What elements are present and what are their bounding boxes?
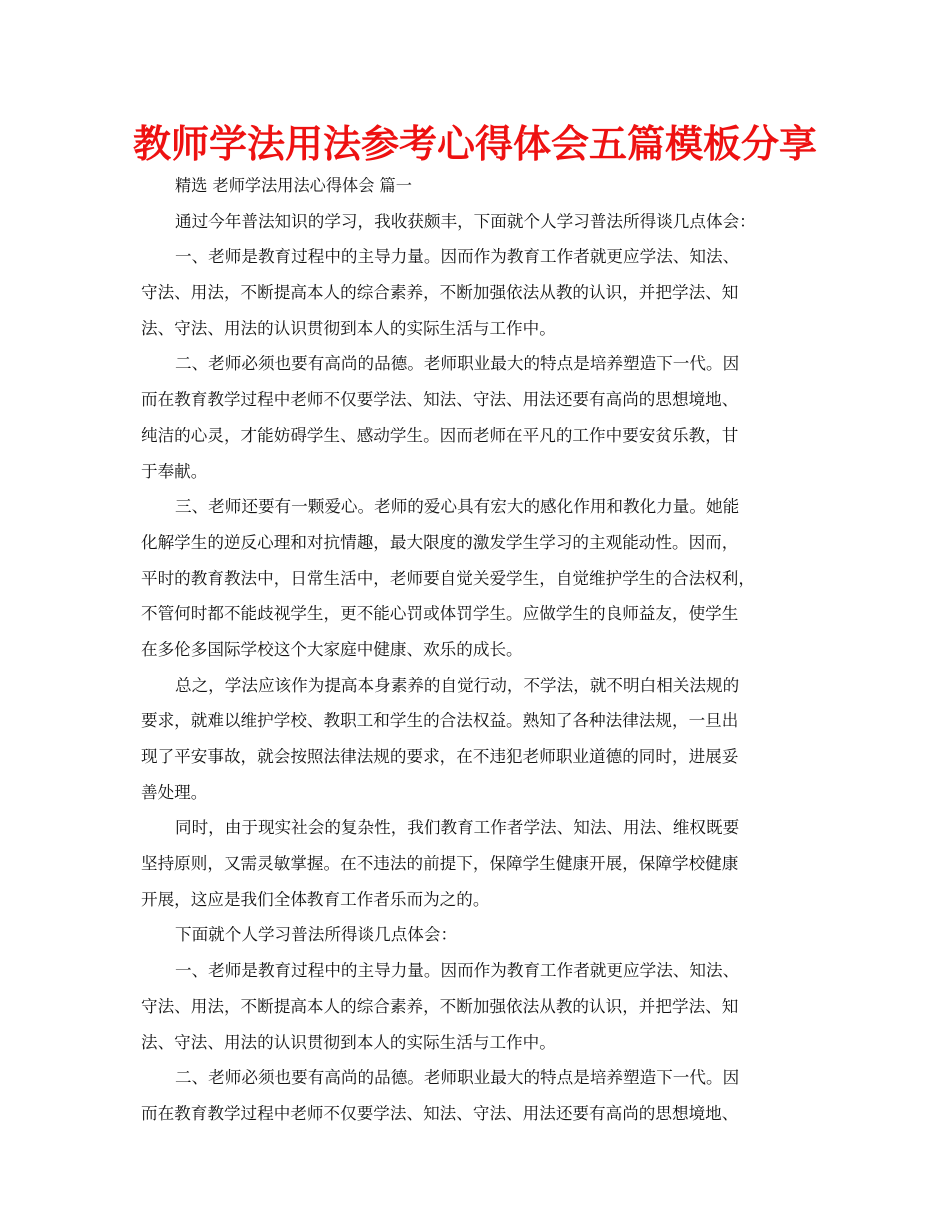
paragraph-line: 下面就个人学习普法所得谈几点体会： (175, 925, 458, 945)
paragraph-line: 守法、用法，不断提高本人的综合素养，不断加强依法从教的认识，并把学法、知 (141, 996, 739, 1016)
paragraph-line: 二、老师必须也要有高尚的品德。老师职业最大的特点是培养塑造下一代。因 (175, 354, 740, 374)
paragraph-line: 同时，由于现实社会的复杂性，我们教育工作者学法、知法、用法、维权既要 (175, 818, 740, 838)
paragraph-line: 通过今年普法知识的学习，我收获颇丰，下面就个人学习普法所得谈几点体会： (175, 211, 756, 231)
paragraph-line: 总之，学法应该作为提高本身素养的自觉行动，不学法，就不明白相关法规的 (175, 675, 740, 695)
paragraph-line: 于奉献。 (141, 461, 208, 481)
paragraph-line: 在多伦多国际学校这个大家庭中健康、欢乐的成长。 (141, 639, 523, 659)
paragraph-line: 而在教育教学过程中老师不仅要学法、知法、守法、用法还要有高尚的思想境地、 (141, 1103, 739, 1123)
paragraph-line: 法、守法、用法的认识贯彻到本人的实际生活与工作中。 (141, 1032, 556, 1052)
paragraph-line: 平时的教育教法中，日常生活中，老师要自觉关爱学生，自觉维护学生的合法权利， (141, 568, 755, 588)
document-body (141, 168, 821, 1132)
paragraph-line: 现了平安事故，就会按照法律法规的要求，在不违犯老师职业道德的同时，进展妥 (141, 747, 739, 766)
paragraph-line: 一、老师是教育过程中的主导力量。因而作为教育工作者就更应学法、知法、 (175, 961, 740, 981)
paragraph-line: 纯洁的心灵，才能妨碍学生、感动学生。因而老师在平凡的工作中要安贫乐教，甘 (141, 425, 739, 445)
paragraph-line: 二、老师必须也要有高尚的品德。老师职业最大的特点是培养塑造下一代。因 (175, 1068, 740, 1088)
paragraph-line: 一、老师是教育过程中的主导力量。因而作为教育工作者就更应学法、知法、 (175, 247, 740, 267)
paragraph-line: 坚持原则，又需灵敏掌握。在不违法的前提下，保障学生健康开展，保障学校健康 (141, 854, 739, 874)
paragraph-line: 守法、用法，不断提高本人的综合素养，不断加强依法从教的认识，并把学法、知 (141, 283, 739, 303)
document-title: 教师学法用法参考心得体会五篇模板分享 (132, 122, 817, 166)
paragraph-line: 法、守法、用法的认识贯彻到本人的实际生活与工作中。 (141, 318, 556, 338)
paragraph-line: 不管何时都不能歧视学生，更不能心罚或体罚学生。应做学生的良师益友，使学生 (141, 604, 739, 624)
paragraph-line: 化解学生的逆反心理和对抗情趣，最大限度的激发学生学习的主观能动性。因而， (141, 532, 739, 552)
paragraph-line: 善处理。 (141, 782, 208, 802)
paragraph-line: 开展，这应是我们全体教育工作者乐而为之的。 (141, 889, 490, 909)
section-subheading: 精选 老师学法用法心得体会 篇一 (175, 176, 412, 195)
paragraph-line: 三、老师还要有一颗爱心。老师的爱心具有宏大的感化作用和教化力量。她能 (175, 497, 740, 517)
paragraph-line: 要求，就难以维护学校、教职工和学生的合法权益。熟知了各种法律法规，一旦出 (141, 711, 739, 731)
paragraph-line: 而在教育教学过程中老师不仅要学法、知法、守法、用法还要有高尚的思想境地、 (141, 390, 739, 410)
